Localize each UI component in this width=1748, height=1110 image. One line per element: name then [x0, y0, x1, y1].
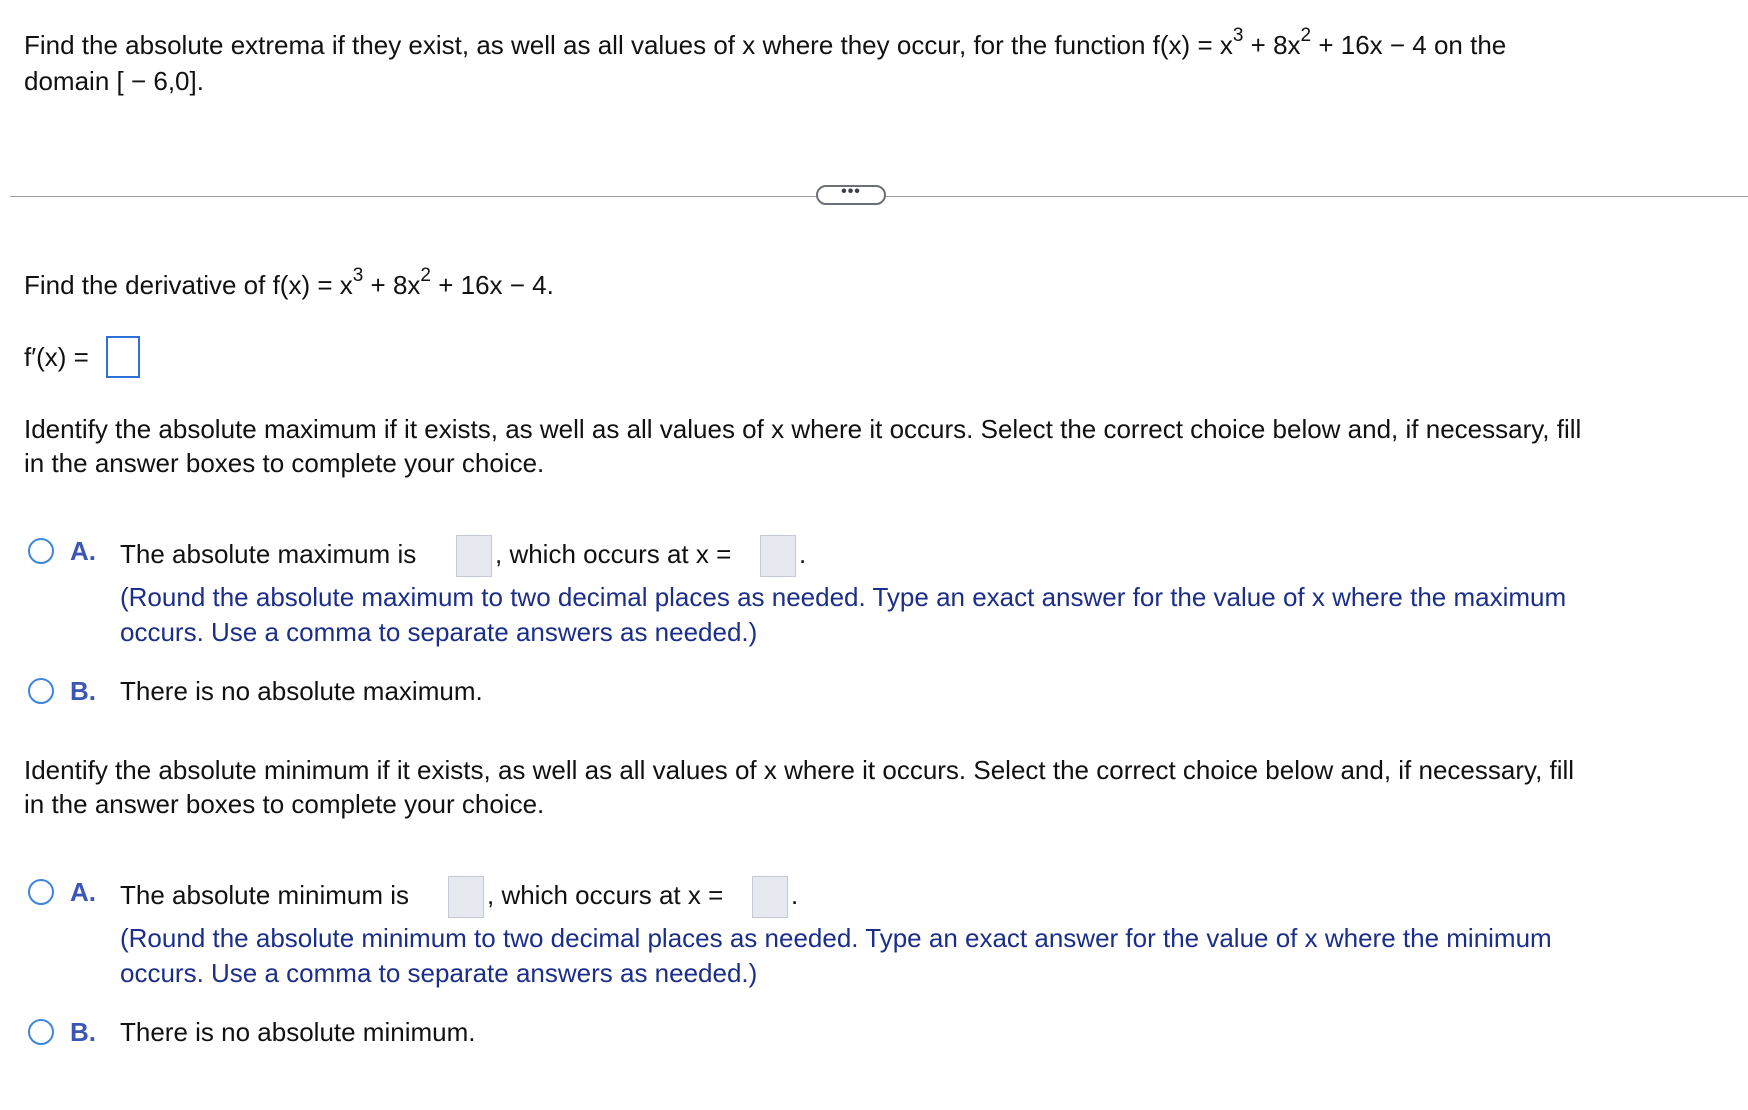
minimum-option-a-radio[interactable] — [28, 879, 54, 905]
maximum-option-a-letter: A. — [70, 536, 96, 566]
derivative-prompt-suffix: + 16x − 4. — [431, 270, 554, 300]
minimum-option-a-text-before: The absolute minimum is — [120, 880, 409, 910]
maximum-option-b-letter: B. — [70, 676, 96, 706]
problem-domain: domain [ − 6,0]. — [24, 66, 204, 96]
derivative-exponent-2: 2 — [420, 265, 431, 287]
minimum-option-b-letter: B. — [70, 1017, 96, 1047]
maximum-hint-line1: (Round the absolute maximum to two decimal places as needed. Type an exact answer for the value of x where the maximum — [120, 582, 1567, 612]
minimum-instructions-line2: in the answer boxes to complete your choice. — [24, 789, 545, 819]
derivative-prompt-prefix: Find the derivative of f(x) = x — [24, 270, 353, 300]
maximum-value-input[interactable] — [456, 535, 492, 577]
derivative-answer-label: f′(x) = — [24, 342, 89, 372]
maximum-option-a-text-middle: , which occurs at x = — [495, 539, 732, 569]
problem-statement-suffix: + 16x − 4 on the — [1311, 30, 1507, 60]
problem-statement-mid: + 8x — [1243, 30, 1301, 60]
maximum-x-input[interactable] — [760, 535, 796, 577]
minimum-option-a-text-end: . — [791, 880, 799, 910]
minimum-hint-line1: (Round the absolute minimum to two decimal places as needed. Type an exact answer for the value of x where the minimum — [120, 923, 1552, 953]
minimum-hint-line2: occurs. Use a comma to separate answers as needed.) — [120, 958, 758, 988]
maximum-option-b-radio[interactable] — [28, 678, 54, 704]
derivative-prompt-mid: + 8x — [363, 270, 421, 300]
show-more-button[interactable]: ••• — [816, 185, 886, 205]
minimum-option-a-text-middle: , which occurs at x = — [487, 880, 724, 910]
exponent-3: 3 — [1232, 25, 1244, 47]
maximum-option-a-text-end: . — [799, 539, 807, 569]
maximum-option-a-text-before: The absolute maximum is — [120, 539, 417, 569]
minimum-value-input[interactable] — [448, 876, 484, 918]
minimum-option-b-text: There is no absolute minimum. — [120, 1017, 476, 1047]
derivative-prompt — [24, 265, 554, 302]
maximum-hint-line2: occurs. Use a comma to separate answers as needed.) — [120, 617, 758, 647]
derivative-answer-input[interactable] — [106, 336, 140, 378]
maximum-instructions-line2: in the answer boxes to complete your choice. — [24, 448, 545, 478]
problem-statement — [24, 25, 1507, 62]
exponent-2: 2 — [1300, 25, 1312, 47]
derivative-exponent-3: 3 — [352, 265, 364, 287]
minimum-x-input[interactable] — [752, 876, 788, 918]
maximum-instructions-line1: Identify the absolute maximum if it exists, as well as all values of x where it occurs. Select the correct choice below and, if necessary, fill — [24, 414, 1582, 444]
minimum-option-b-radio[interactable] — [28, 1019, 54, 1045]
problem-statement-prefix: Find the absolute extrema if they exist, as well as all values of x where they occur, for the function f(x) = x — [24, 30, 1233, 60]
maximum-option-a-radio[interactable] — [28, 538, 54, 564]
minimum-instructions-line1: Identify the absolute minimum if it exists, as well as all values of x where it occurs. Select the correct choice below and, if necessary, fill — [24, 755, 1575, 785]
maximum-option-b-text: There is no absolute maximum. — [120, 676, 483, 706]
minimum-option-a-letter: A. — [70, 877, 96, 907]
